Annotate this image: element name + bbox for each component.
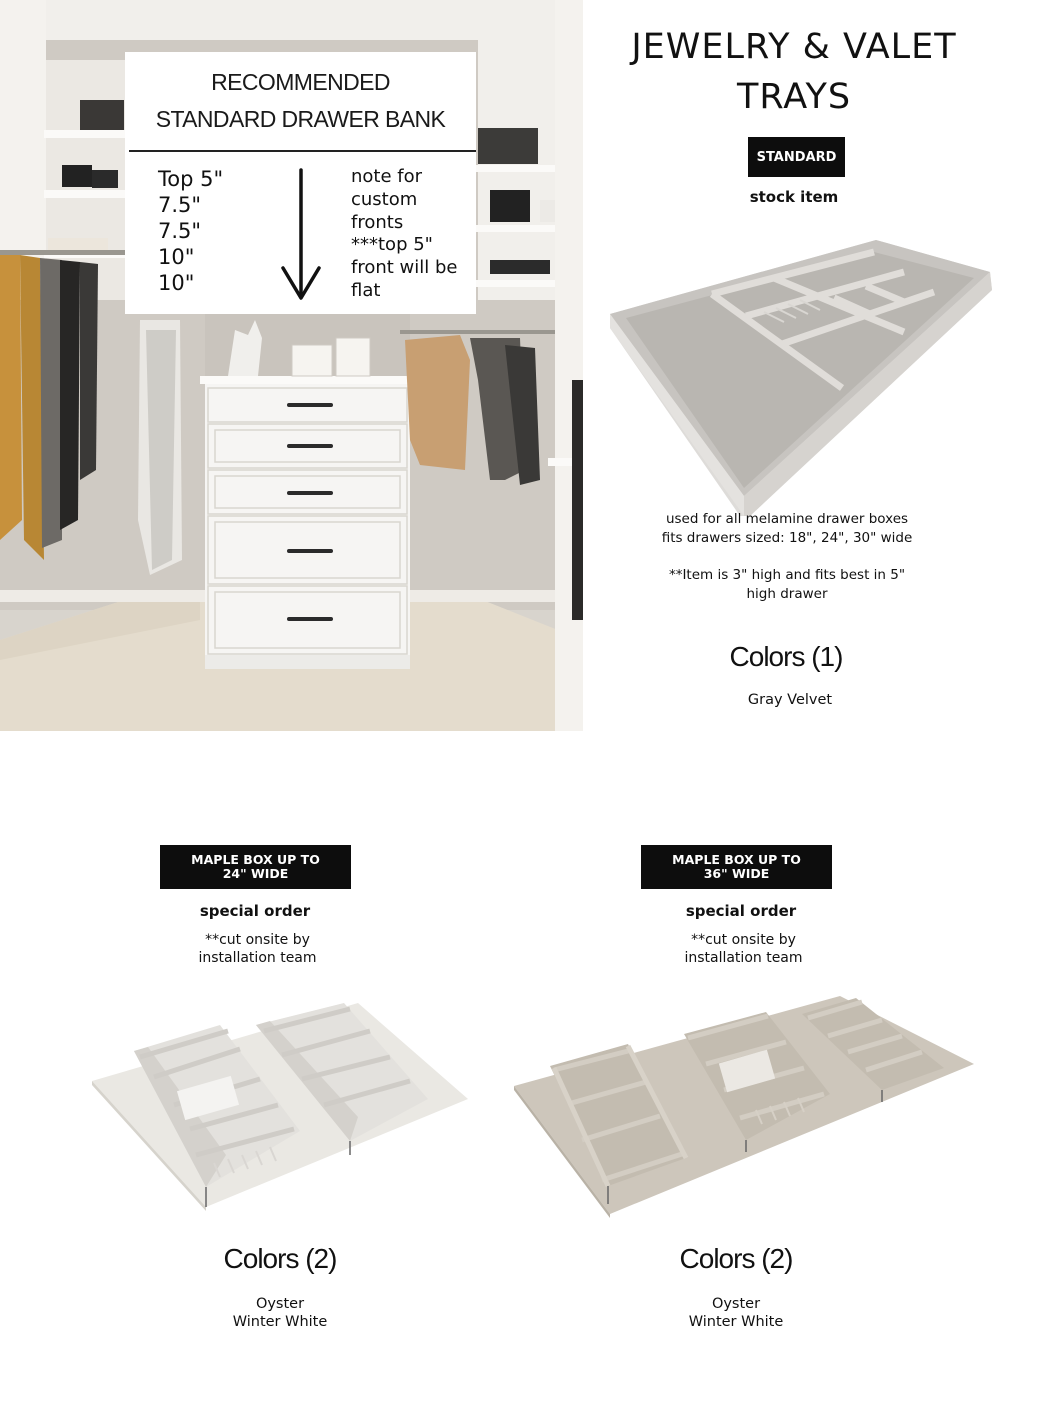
maple-36-badge xyxy=(641,845,832,889)
color-item: Gray Velvet xyxy=(747,692,833,708)
desc-line: fits drawers sized: 18", 24", 30" wide xyxy=(661,530,913,546)
color-item: Oyster xyxy=(711,1296,761,1312)
badge-line: 36" WIDE xyxy=(703,866,770,881)
maple-24-colors-heading: Colors (2) xyxy=(223,1243,337,1274)
badge-line: MAPLE BOX UP TO xyxy=(191,852,320,867)
color-item: Winter White xyxy=(232,1314,328,1330)
standard-description xyxy=(612,510,962,548)
note-line: front will be xyxy=(351,257,458,279)
drawer-height-item: 7.5" xyxy=(158,219,202,243)
color-item: Winter White xyxy=(688,1314,784,1330)
note-line: installation team xyxy=(684,950,803,966)
drawer-bank-card xyxy=(125,52,476,314)
down-arrow-icon xyxy=(277,168,325,308)
special-order-label: special order xyxy=(685,902,797,920)
maple-36-colors-heading: Colors (2) xyxy=(679,1243,793,1274)
note-line: fronts xyxy=(351,211,404,233)
note-line: note for xyxy=(351,166,423,187)
drawer-height-item: Top 5" xyxy=(158,167,224,191)
standard-badge: STANDARD xyxy=(748,137,845,177)
card-title-line2: STANDARD DRAWER BANK xyxy=(155,106,446,132)
note-line: high drawer xyxy=(746,586,828,602)
stock-item-label: stock item xyxy=(749,188,839,206)
standard-tray-image xyxy=(604,232,996,520)
cut-onsite-note xyxy=(150,931,365,967)
standard-colors-list xyxy=(690,691,890,709)
desc-line: used for all melamine drawer boxes xyxy=(665,511,909,527)
standard-height-note xyxy=(612,566,962,604)
maple-24-tray-image xyxy=(88,995,473,1215)
color-item: Oyster xyxy=(255,1296,305,1312)
badge-line: 24" WIDE xyxy=(222,866,289,881)
drawer-height-item: 10" xyxy=(158,245,195,269)
drawer-height-item: 7.5" xyxy=(158,193,202,217)
note-line: custom xyxy=(351,188,418,210)
card-divider xyxy=(129,150,476,152)
note-line: flat xyxy=(351,279,381,301)
standard-colors-heading: Colors (1) xyxy=(729,641,843,672)
cut-onsite-note xyxy=(636,931,851,967)
note-line: **cut onsite by xyxy=(691,932,796,948)
note-line: **cut onsite by xyxy=(205,932,310,948)
page-title-line2: TRAYS xyxy=(736,77,852,117)
special-order-label: special order xyxy=(199,902,311,920)
note-line: ***top 5" xyxy=(351,234,433,256)
drawer-height-item: 10" xyxy=(158,271,195,295)
maple-24-badge xyxy=(160,845,351,889)
maple-36-colors-list xyxy=(636,1295,836,1331)
custom-fronts-note xyxy=(351,166,458,303)
note-line: **Item is 3" high and fits best in 5" xyxy=(668,567,906,583)
maple-36-tray-image xyxy=(510,990,980,1220)
page-title xyxy=(594,22,994,122)
page-title-line1: JEWELRY & VALET xyxy=(631,27,957,67)
note-line: installation team xyxy=(198,950,317,966)
badge-line: MAPLE BOX UP TO xyxy=(672,852,801,867)
card-title-line1: RECOMMENDED xyxy=(211,69,390,95)
maple-24-colors-list xyxy=(180,1295,380,1331)
drawer-heights-list xyxy=(158,166,223,296)
